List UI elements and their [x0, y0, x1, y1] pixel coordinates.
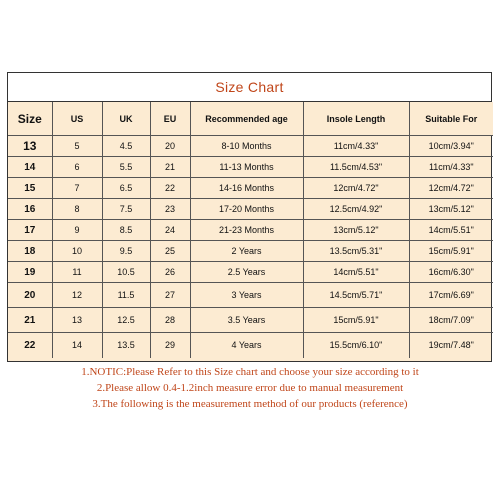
- insole-cell: 13cm/5.12": [303, 220, 409, 241]
- us-cell: 10: [52, 241, 102, 262]
- header-size: Size: [8, 102, 52, 136]
- uk-cell: 4.5: [102, 136, 150, 157]
- suitable-cell: 10cm/3.94": [409, 136, 493, 157]
- age-cell: 21-23 Months: [190, 220, 303, 241]
- eu-cell: 29: [150, 333, 190, 358]
- size-chart: [7, 72, 492, 362]
- note-line: 1.NOTIC:Please Refer to this Size chart and choose your size according to it: [81, 366, 419, 378]
- table-row: [8, 199, 493, 220]
- us-cell: 11: [52, 262, 102, 283]
- age-cell: 2 Years: [190, 241, 303, 262]
- table-row: [8, 283, 493, 308]
- suitable-cell: 13cm/5.12": [409, 199, 493, 220]
- age-cell: 17-20 Months: [190, 199, 303, 220]
- insole-cell: 11cm/4.33": [303, 136, 409, 157]
- uk-cell: 9.5: [102, 241, 150, 262]
- age-cell: 14-16 Months: [190, 178, 303, 199]
- age-cell: 3.5 Years: [190, 308, 303, 333]
- us-cell: 7: [52, 178, 102, 199]
- eu-cell: 22: [150, 178, 190, 199]
- age-cell: 11-13 Months: [190, 157, 303, 178]
- eu-cell: 25: [150, 241, 190, 262]
- size-table: [8, 102, 493, 358]
- suitable-cell: 12cm/4.72": [409, 178, 493, 199]
- insole-cell: 12cm/4.72": [303, 178, 409, 199]
- eu-cell: 26: [150, 262, 190, 283]
- eu-cell: 24: [150, 220, 190, 241]
- eu-cell: 27: [150, 283, 190, 308]
- header-us: US: [52, 102, 102, 136]
- size-cell: 18: [8, 241, 52, 262]
- chart-title: Size Chart: [8, 73, 491, 102]
- table-row: [8, 178, 493, 199]
- uk-cell: 7.5: [102, 199, 150, 220]
- size-cell: 20: [8, 283, 52, 308]
- size-cell: 16: [8, 199, 52, 220]
- age-cell: 2.5 Years: [190, 262, 303, 283]
- table-row: [8, 157, 493, 178]
- suitable-cell: 15cm/5.91": [409, 241, 493, 262]
- eu-cell: 23: [150, 199, 190, 220]
- uk-cell: 5.5: [102, 157, 150, 178]
- size-cell: 15: [8, 178, 52, 199]
- eu-cell: 21: [150, 157, 190, 178]
- age-cell: 4 Years: [190, 333, 303, 358]
- age-cell: 3 Years: [190, 283, 303, 308]
- us-cell: 6: [52, 157, 102, 178]
- table-row: [8, 220, 493, 241]
- insole-cell: 13.5cm/5.31": [303, 241, 409, 262]
- suitable-cell: 14cm/5.51": [409, 220, 493, 241]
- insole-cell: 11.5cm/4.53": [303, 157, 409, 178]
- size-cell: 19: [8, 262, 52, 283]
- size-cell: 13: [8, 136, 52, 157]
- header-age: Recommended age: [190, 102, 303, 136]
- uk-cell: 11.5: [102, 283, 150, 308]
- uk-cell: 12.5: [102, 308, 150, 333]
- note-line: 2.Please allow 0.4-1.2inch measure error due to manual measurement: [96, 382, 404, 394]
- us-cell: 8: [52, 199, 102, 220]
- us-cell: 9: [52, 220, 102, 241]
- table-row: [8, 308, 493, 333]
- size-cell: 22: [8, 333, 52, 358]
- insole-cell: 15cm/5.91": [303, 308, 409, 333]
- eu-cell: 20: [150, 136, 190, 157]
- insole-cell: 12.5cm/4.92": [303, 199, 409, 220]
- age-cell: 8-10 Months: [190, 136, 303, 157]
- us-cell: 13: [52, 308, 102, 333]
- size-cell: 14: [8, 157, 52, 178]
- table-row: [8, 241, 493, 262]
- uk-cell: 13.5: [102, 333, 150, 358]
- us-cell: 12: [52, 283, 102, 308]
- insole-cell: 14.5cm/5.71": [303, 283, 409, 308]
- notes-block: [0, 364, 500, 412]
- uk-cell: 6.5: [102, 178, 150, 199]
- header-insole: Insole Length: [303, 102, 409, 136]
- uk-cell: 10.5: [102, 262, 150, 283]
- table-row: [8, 262, 493, 283]
- uk-cell: 8.5: [102, 220, 150, 241]
- table-row: [8, 136, 493, 157]
- us-cell: 14: [52, 333, 102, 358]
- suitable-cell: 18cm/7.09": [409, 308, 493, 333]
- suitable-cell: 19cm/7.48": [409, 333, 493, 358]
- header-row: [8, 102, 493, 136]
- insole-cell: 15.5cm/6.10": [303, 333, 409, 358]
- eu-cell: 28: [150, 308, 190, 333]
- header-uk: UK: [102, 102, 150, 136]
- size-cell: 21: [8, 308, 52, 333]
- insole-cell: 14cm/5.51": [303, 262, 409, 283]
- suitable-cell: 17cm/6.69": [409, 283, 493, 308]
- suitable-cell: 16cm/6.30": [409, 262, 493, 283]
- header-suitable: Suitable For: [409, 102, 493, 136]
- suitable-cell: 11cm/4.33": [409, 157, 493, 178]
- us-cell: 5: [52, 136, 102, 157]
- table-row: [8, 333, 493, 358]
- header-eu: EU: [150, 102, 190, 136]
- size-cell: 17: [8, 220, 52, 241]
- note-line: 3.The following is the measurement method of our products (reference): [92, 398, 408, 410]
